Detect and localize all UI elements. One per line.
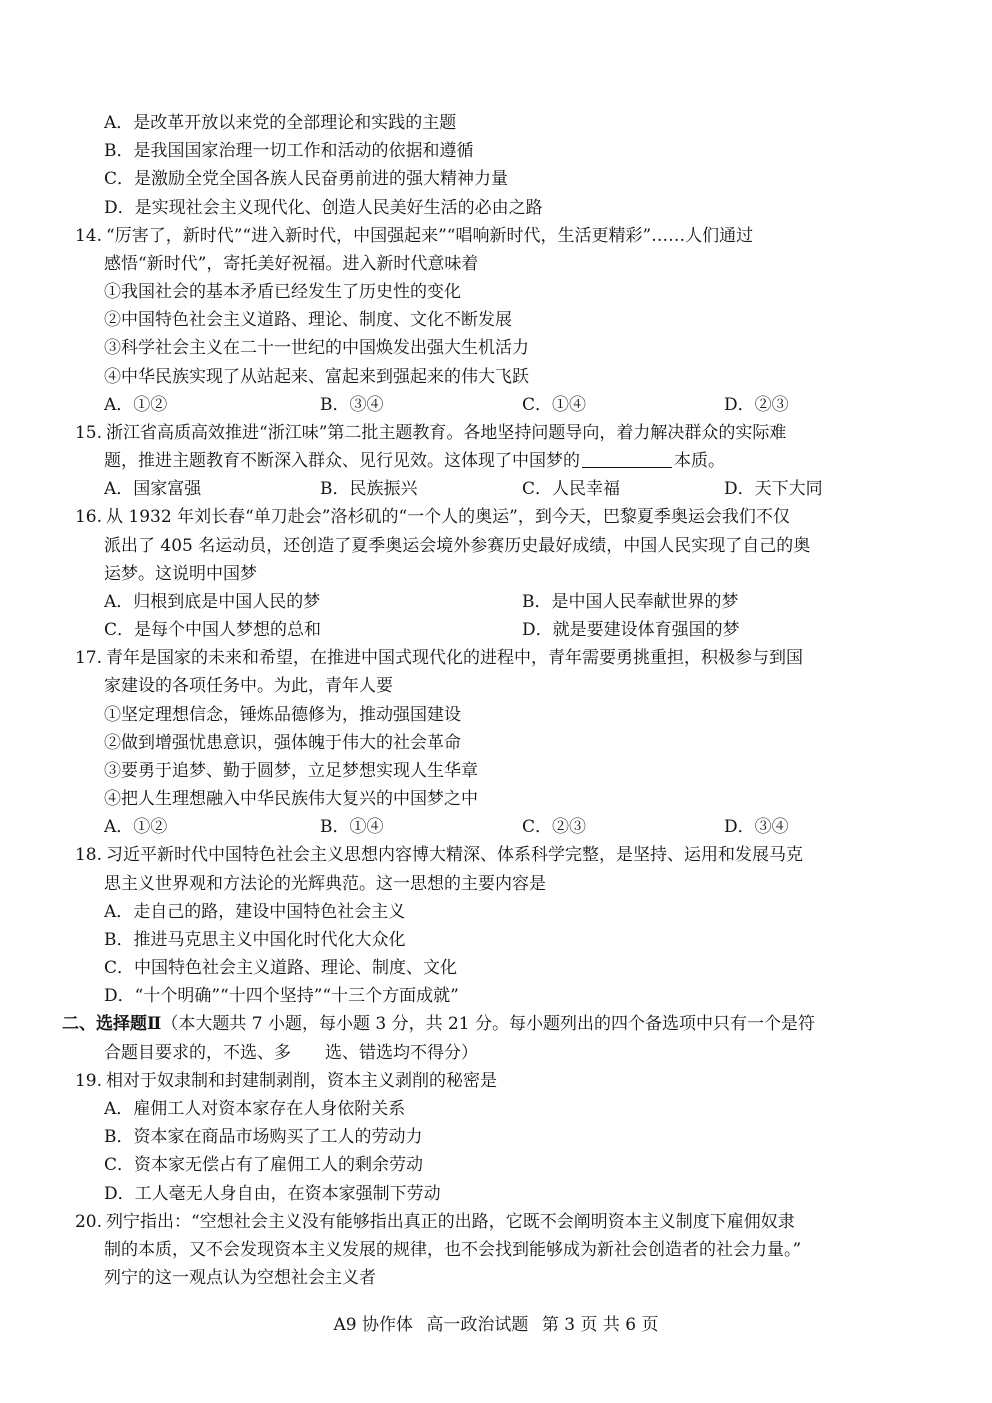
q18-option-a[interactable]: A．走自己的路，建设中国特色社会主义 [104, 902, 406, 922]
q15-option-a[interactable]: A．国家富强 [104, 479, 202, 499]
q15-option-d[interactable]: D．天下大同 [724, 479, 823, 499]
q18-number: 18. [74, 845, 102, 865]
q17-item-2: ②做到增强忧患意识，强体魄于伟大的社会革命 [104, 733, 461, 753]
q17-option-c[interactable]: C．②③ [522, 817, 587, 837]
q19-option-a[interactable]: A．雇佣工人对资本家存在人身依附关系 [104, 1099, 406, 1119]
q17-item-1: ①坚定理想信念，锤炼品德修为，推动强国建设 [104, 705, 461, 725]
q19-option-b[interactable]: B．资本家在商品市场购买了工人的劳动力 [104, 1127, 423, 1147]
q17-item-3: ③要勇于追梦、勤于圆梦，立足梦想实现人生华章 [104, 761, 478, 781]
q15-stem-line2: 题，推进主题教育不断深入群众、见行见效。这体现了中国梦的 本质。 [104, 451, 725, 471]
q19-stem: 19. 相对于奴隶制和封建制剥削，资本主义剥削的秘密是 [62, 1069, 497, 1093]
q14-item-4: ④中华民族实现了从站起来、富起来到强起来的伟大飞跃 [104, 367, 529, 387]
q17-stem-line2: 家建设的各项任务中。为此，青年人要 [104, 676, 393, 696]
q16-stem-line3: 运梦。这说明中国梦 [104, 564, 257, 584]
q16-stem-line2: 派出了 405 名运动员，还创造了夏季奥运会境外参赛历史最好成绩，中国人民实现了自己的奥 [104, 536, 811, 556]
q15-stem-line1: 15. 浙江省高质高效推进“浙江味”第二批主题教育。各地坚持问题导向，着力解决群众的实际难 [62, 421, 786, 445]
section-2-header [62, 1012, 815, 1036]
section-2-title: 二、选择题Ⅱ [62, 1014, 162, 1034]
q13-option-d[interactable]: D．是实现社会主义现代化、创造人民美好生活的必由之路 [104, 198, 543, 218]
q14-stem-line1: 14. “厉害了，新时代”“进入新时代，中国强起来”“唱响新时代，生活更精彩”……人们通过 [62, 224, 753, 248]
page-footer [0, 1313, 992, 1337]
q20-stem-line1: 20. 列宁指出：“空想社会主义没有能够指出真正的出路，它既不会阐明资本主义制度下雇佣奴隶 [62, 1210, 795, 1234]
q20-stem-line3: 列宁的这一观点认为空想社会主义者 [104, 1268, 376, 1288]
q16-stem-line1: 16. 从 1932 年刘长春“单刀赴会”洛杉矶的“一个人的奥运”，到今天，巴黎夏季奥运会我们不仅 [62, 505, 790, 529]
q19-option-d[interactable]: D．工人毫无人身自由，在资本家强制下劳动 [104, 1184, 441, 1204]
q20-stem-line2: 制的本质，又不会发现资本主义发展的规律，也不会找到能够成为新社会创造者的社会力量。” [104, 1240, 802, 1260]
q15-number: 15. [74, 423, 102, 443]
footer-subject: 高一政治试题 [426, 1315, 529, 1335]
q18-option-d[interactable]: D．“十个明确”“十四个坚持”“十三个方面成就” [104, 986, 459, 1006]
q16-option-c[interactable]: C．是每个中国人梦想的总和 [104, 620, 322, 640]
q16-option-b[interactable]: B．是中国人民奉献世界的梦 [522, 592, 739, 612]
footer-org: A9 协作体 [333, 1315, 414, 1335]
section-2-desc-line1: （本大题共 7 小题，每小题 3 分，共 21 分。每小题列出的四个备选项中只有一个是符 [161, 1014, 816, 1034]
q16-number: 16. [74, 507, 102, 527]
q14-option-b[interactable]: B．③④ [320, 395, 384, 415]
q14-option-d[interactable]: D．②③ [724, 395, 789, 415]
q17-option-d[interactable]: D．③④ [724, 817, 789, 837]
q14-item-1: ①我国社会的基本矛盾已经发生了历史性的变化 [104, 282, 461, 302]
answer-blank[interactable] [582, 451, 672, 468]
q14-option-a[interactable]: A．①② [104, 395, 168, 415]
q15-option-c[interactable]: C．人民幸福 [522, 479, 621, 499]
q13-option-a[interactable]: A．是改革开放以来党的全部理论和实践的主题 [104, 113, 457, 133]
footer-page-number: 第 3 页 共 6 页 [541, 1315, 659, 1335]
q14-option-c[interactable]: C．①④ [522, 395, 587, 415]
q19-option-c[interactable]: C．资本家无偿占有了雇佣工人的剩余劳动 [104, 1155, 424, 1175]
section-2-desc-line2: 合题目要求的，不选、多 选、错选均不得分） [104, 1043, 478, 1063]
q14-item-3: ③科学社会主义在二十一世纪的中国焕发出强大生机活力 [104, 338, 529, 358]
q20-number: 20. [74, 1212, 102, 1232]
q17-item-4: ④把人生理想融入中华民族伟大复兴的中国梦之中 [104, 789, 478, 809]
q18-option-c[interactable]: C．中国特色社会主义道路、理论、制度、文化 [104, 958, 458, 978]
q17-number: 17. [74, 648, 102, 668]
q15-option-b[interactable]: B．民族振兴 [320, 479, 418, 499]
q18-option-b[interactable]: B．推进马克思主义中国化时代化大众化 [104, 930, 406, 950]
q19-number: 19. [74, 1071, 102, 1091]
q17-option-b[interactable]: B．①④ [320, 817, 384, 837]
q17-option-a[interactable]: A．①② [104, 817, 168, 837]
q18-stem-line1: 18. 习近平新时代中国特色社会主义思想内容博大精深、体系科学完整，是坚持、运用和发展马克 [62, 843, 803, 867]
q13-option-b[interactable]: B．是我国国家治理一切工作和活动的依据和遵循 [104, 141, 474, 161]
q14-number: 14. [74, 226, 102, 246]
q14-stem-line2: 感悟“新时代”，寄托美好祝福。进入新时代意味着 [104, 254, 479, 274]
q16-option-a[interactable]: A．归根到底是中国人民的梦 [104, 592, 321, 612]
q18-stem-line2: 思主义世界观和方法论的光辉典范。这一思想的主要内容是 [104, 874, 546, 894]
q16-option-d[interactable]: D．就是要建设体育强国的梦 [522, 620, 740, 640]
q17-stem-line1: 17. 青年是国家的未来和希望，在推进中国式现代化的进程中，青年需要勇挑重担，积极参与到国 [62, 646, 803, 670]
q13-option-c[interactable]: C．是激励全党全国各族人民奋勇前进的强大精神力量 [104, 169, 509, 189]
q14-item-2: ②中国特色社会主义道路、理论、制度、文化不断发展 [104, 310, 512, 330]
